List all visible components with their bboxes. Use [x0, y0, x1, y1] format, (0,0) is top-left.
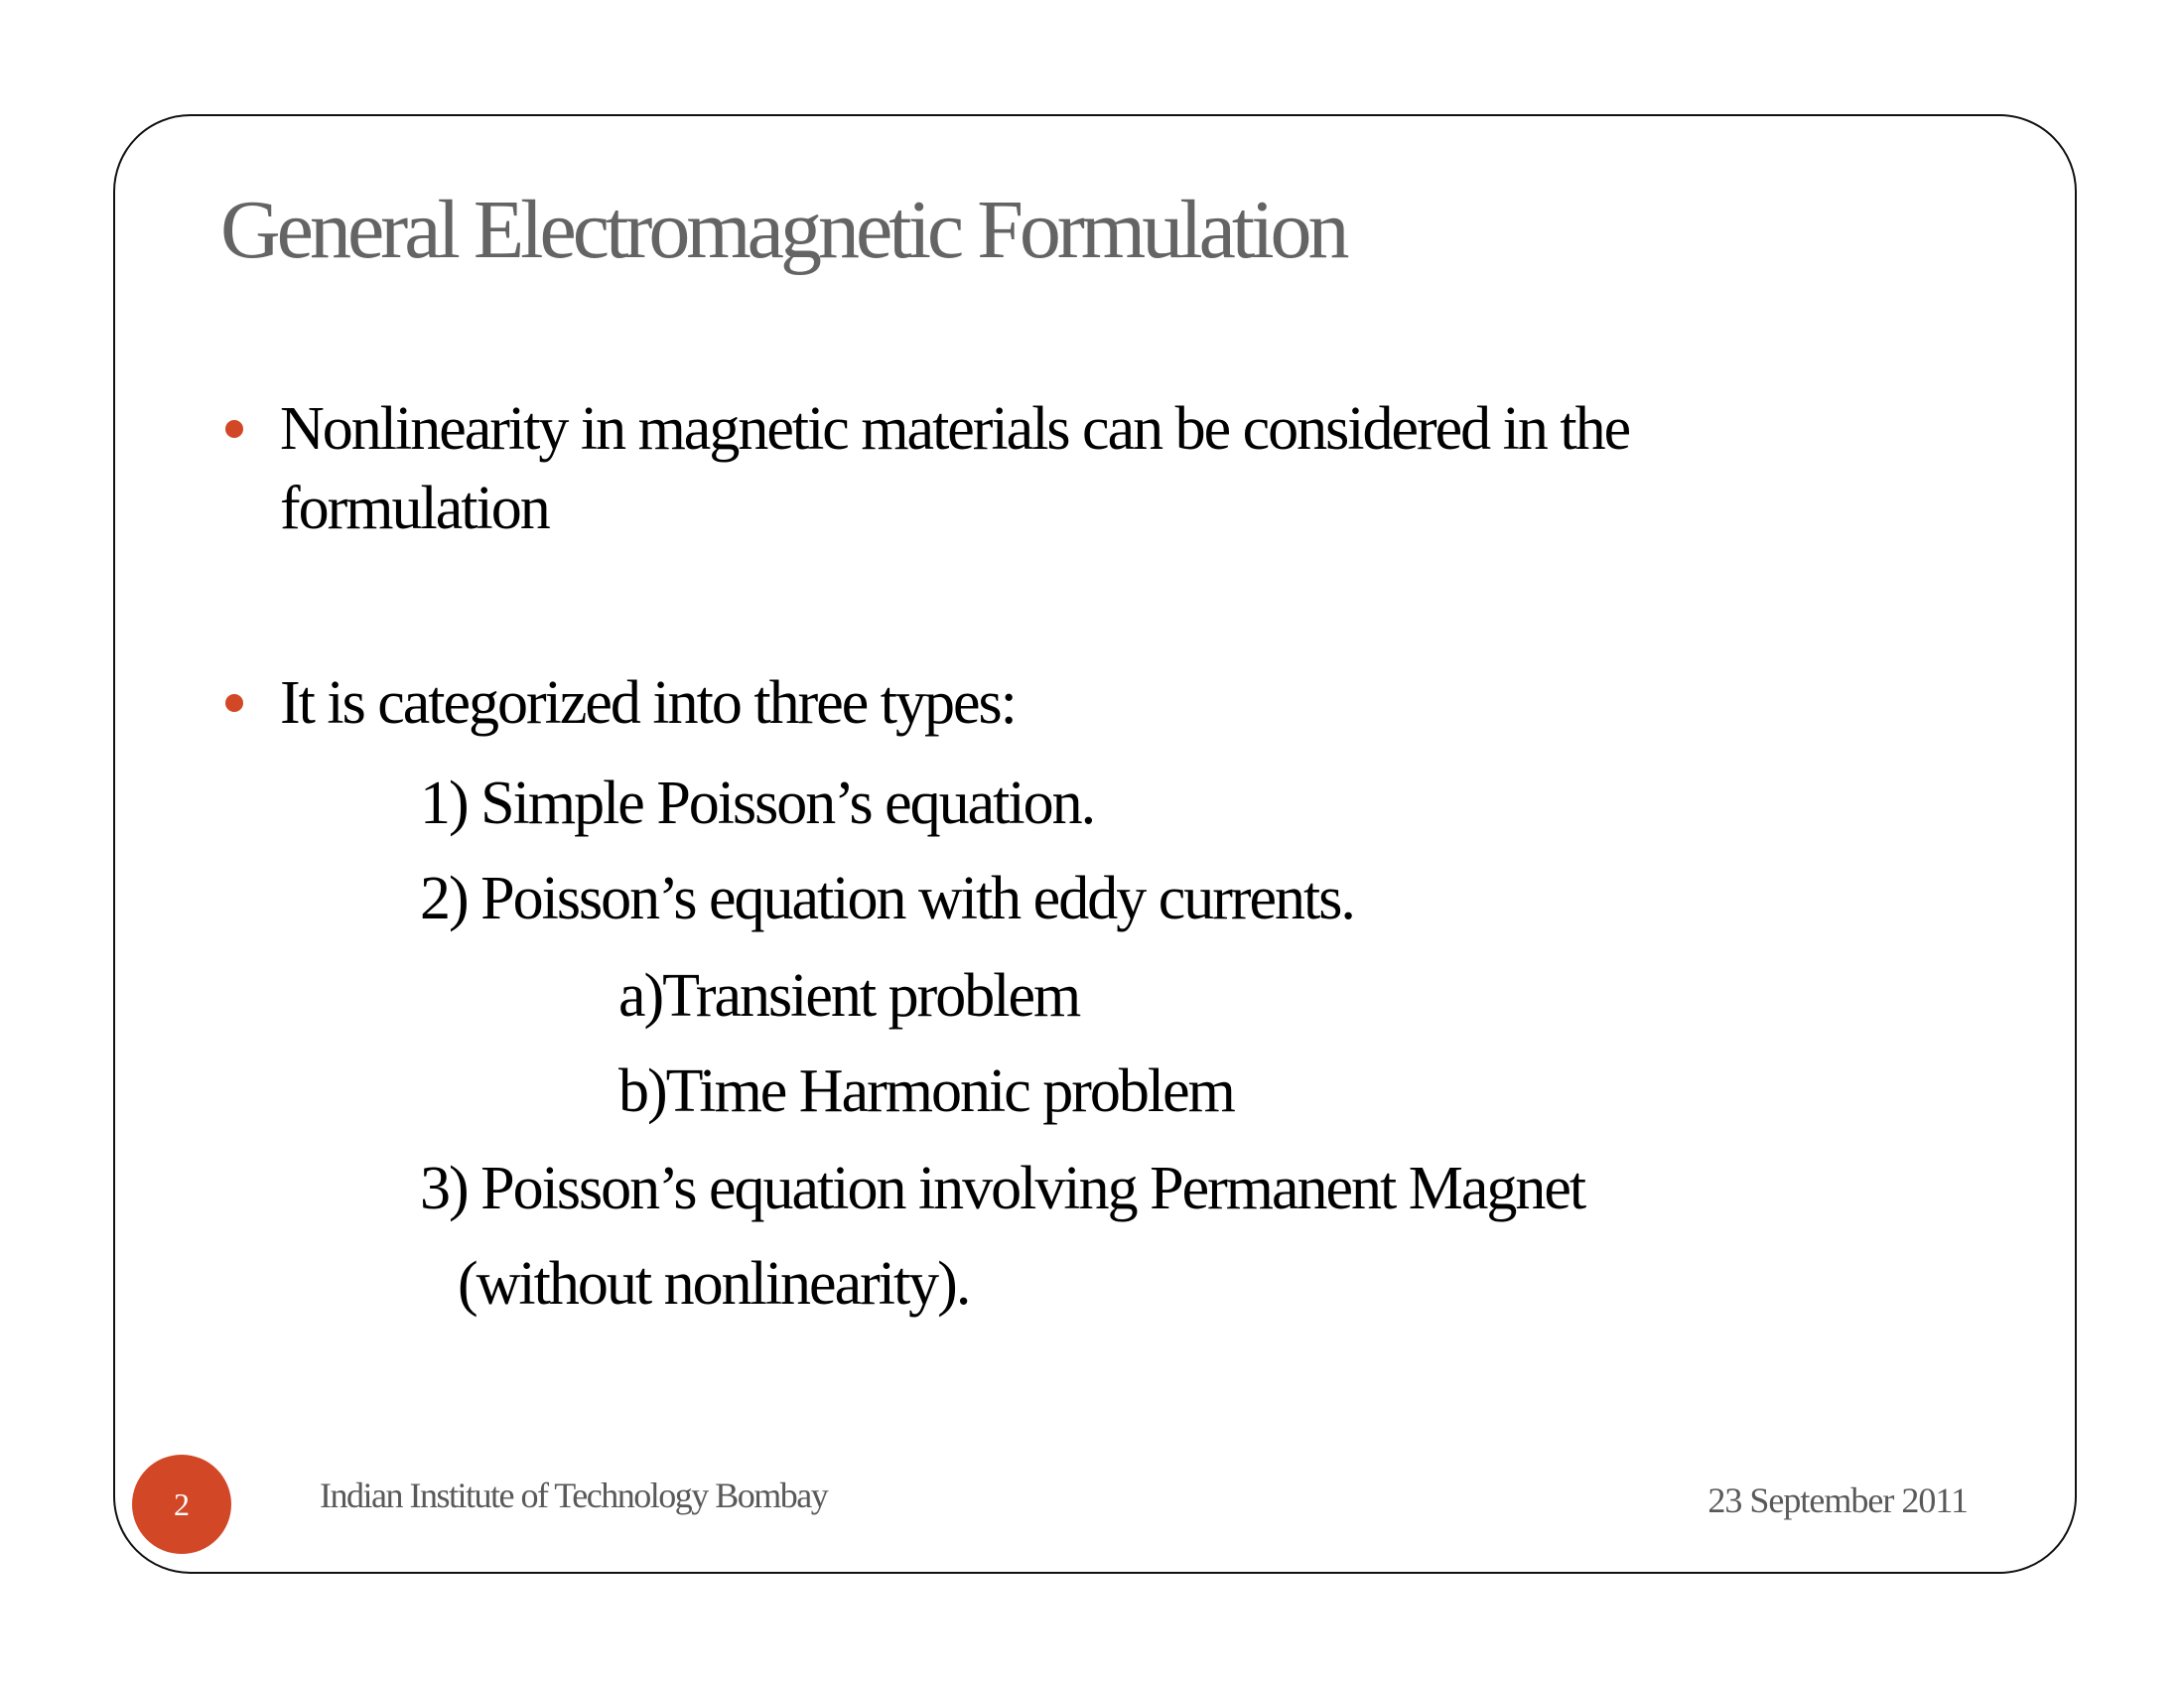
- bullet-dot-icon: [225, 694, 243, 712]
- slide-frame: [113, 114, 2077, 1574]
- slide-title: General Electromagnetic Formulation: [220, 184, 1346, 276]
- footer-date: 23 September 2011: [1707, 1480, 1968, 1520]
- page-number-badge: 2: [132, 1455, 231, 1554]
- list-item-without-nonlinearity: (without nonlinearity).: [458, 1250, 970, 1318]
- list-item-time-harmonic: b)Time Harmonic problem: [618, 1057, 1234, 1125]
- list-item-eddy-currents: 2) Poisson’s equation with eddy currents.: [420, 865, 1354, 932]
- bullet-dot-icon: [225, 420, 243, 438]
- list-item-permanent-magnet: 3) Poisson’s equation involving Permanent Magnet: [420, 1155, 1585, 1222]
- list-item-transient: a)Transient problem: [618, 962, 1080, 1030]
- bullet-text: It is categorized into three types:: [280, 669, 1016, 737]
- bullet-text: Nonlinearity in magnetic materials can be considered in the formulation: [280, 395, 1630, 542]
- list-item-simple-poisson: 1) Simple Poisson’s equation.: [420, 770, 1095, 837]
- footer-institute: Indian Institute of Technology Bombay: [320, 1476, 828, 1515]
